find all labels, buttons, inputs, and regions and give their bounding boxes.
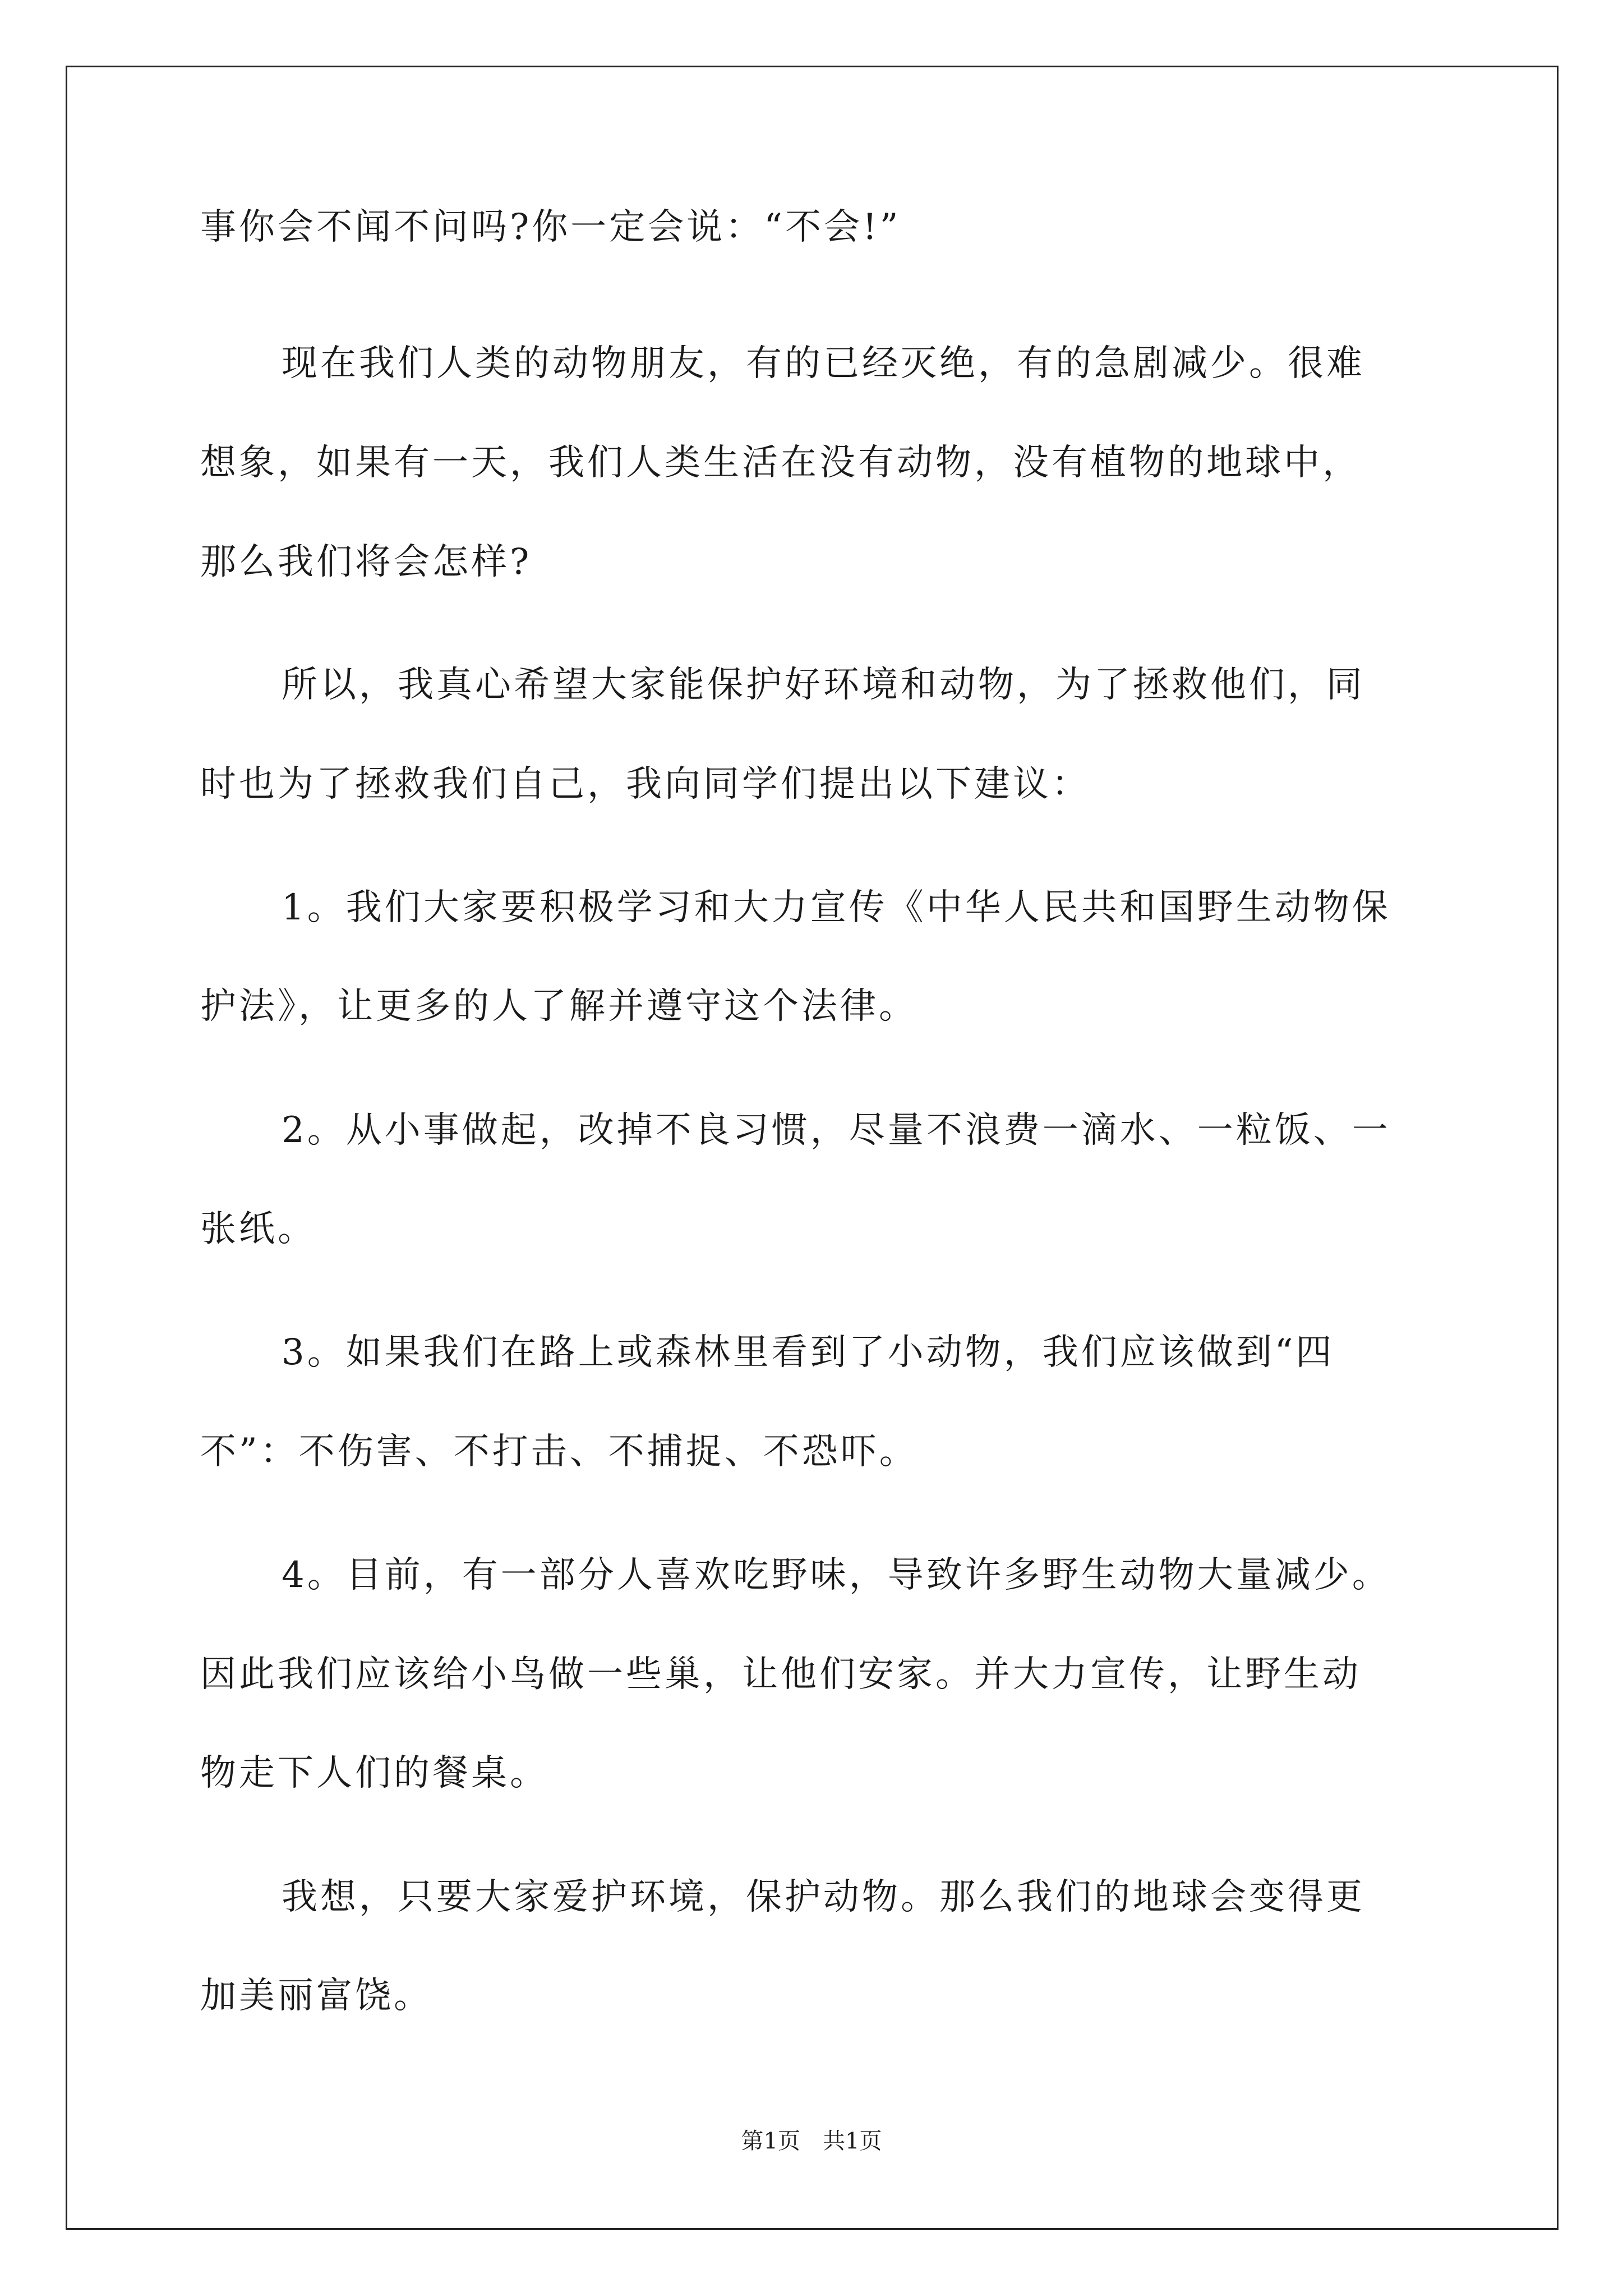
text-line: 加美丽富饶。 <box>200 1975 432 2017</box>
text-line: 不”：不伤害、不打击、不捕捉、不恐吓。 <box>200 1431 918 1473</box>
text-line: 张纸。 <box>200 1208 316 1250</box>
text-line: 时也为了拯救我们自己，我向同学们提出以下建议： <box>200 763 1090 805</box>
text-line: 3。如果我们在路上或森林里看到了小动物，我们应该做到“四 <box>282 1332 1335 1373</box>
text-line: 护法》，让更多的人了解并遵守这个法律。 <box>200 986 917 1027</box>
text-line: 1。我们大家要积极学习和大力宣传《中华人民共和国野生动物保 <box>282 887 1391 928</box>
text-line: 因此我们应该给小鸟做一些巢，让他们安家。并大力宣传，让野生动 <box>200 1654 1361 1695</box>
text-line: 想象，如果有一天，我们人类生活在没有动物，没有植物的地球中， <box>200 442 1361 484</box>
text-line: 我想，只要大家爱护环境，保护动物。那么我们的地球会变得更 <box>282 1876 1365 1918</box>
text-line: 4。目前，有一部分人喜欢吃野味，导致许多野生动物大量减少。 <box>282 1554 1391 1596</box>
text-line: 事你会不闻不问吗?你一定会说：“不会!” <box>200 206 901 248</box>
text-line: 那么我们将会怎样? <box>200 541 532 583</box>
text-line: 物走下人们的餐桌。 <box>200 1752 548 1794</box>
text-line: 所以，我真心希望大家能保护好环境和动物，为了拯救他们，同 <box>282 664 1365 706</box>
text-line: 现在我们人类的动物朋友，有的已经灭绝，有的急剧减少。很难 <box>282 343 1365 384</box>
page-number-footer: 第1页 共1页 <box>741 2128 882 2154</box>
text-line: 2。从小事做起，改掉不良习惯，尽量不浪费一滴水、一粒饭、一 <box>282 1110 1391 1151</box>
